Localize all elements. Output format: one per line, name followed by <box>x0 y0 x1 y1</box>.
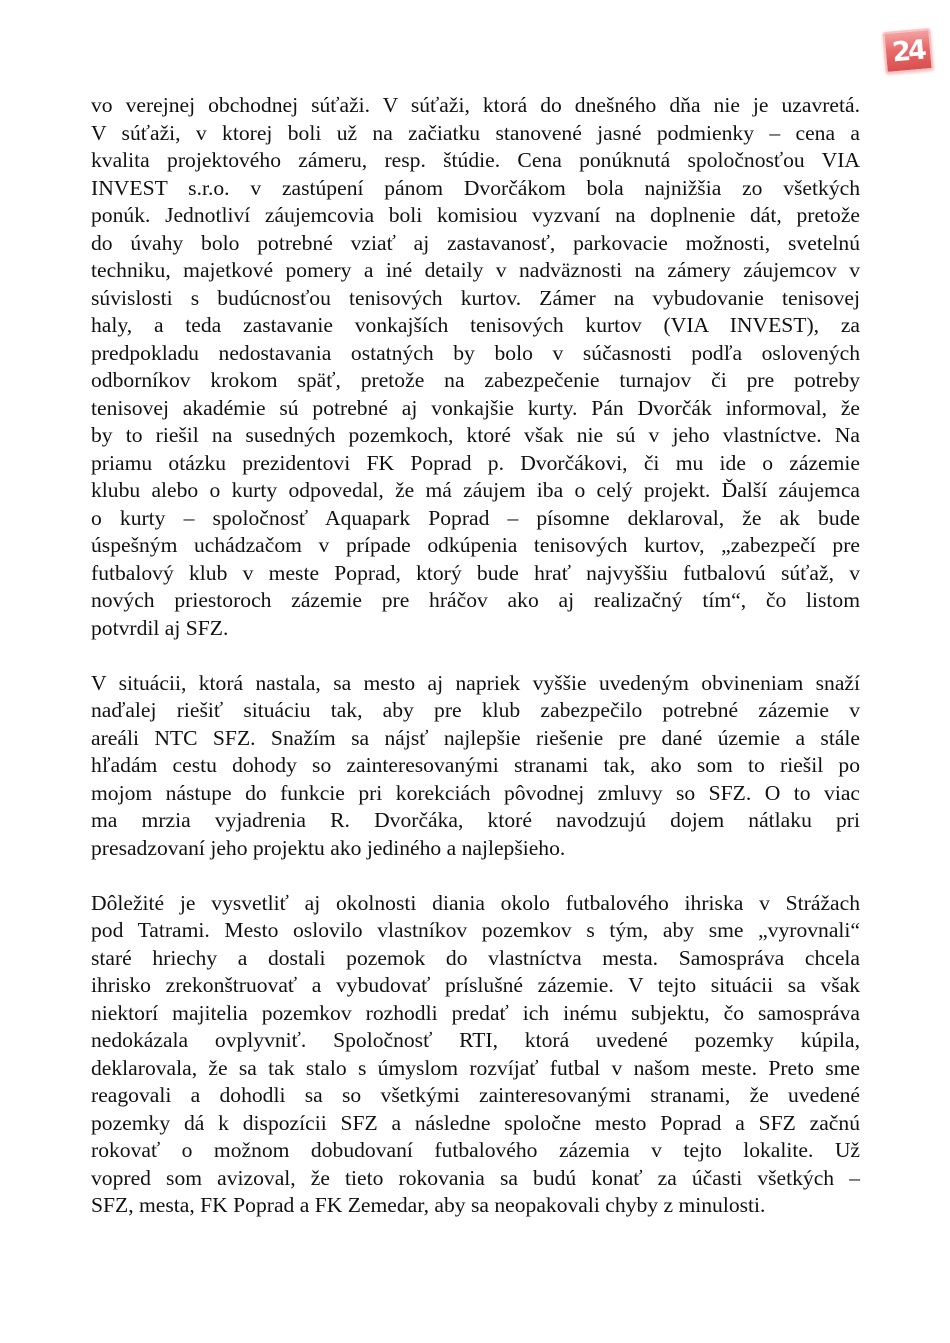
text-line: vopred som avizoval, že tieto rokovania sa budú konať za účasti všetkých – <box>91 1165 860 1190</box>
text-line: priamu otázku prezidentovi FK Poprad p. Dvorčákovi, či mu ide o zázemie <box>91 450 860 475</box>
text-line: INVEST s.r.o. v zastúpení pánom Dvorčákom bola najnižšia zo všetkých <box>91 175 860 200</box>
text-line: reagovali a dohodli sa so všetkými zainteresovanými stranami, že uvedené <box>91 1083 860 1107</box>
text-line: ponúk. Jednotliví záujemcovia boli komisiou vyzvaní na doplnenie dát, pretože <box>91 203 860 227</box>
paragraph-2 <box>91 670 860 863</box>
text-line: V situácii, ktorá nastala, sa mesto aj napriek vyššie uvedeným obvineniam snaží <box>91 670 860 695</box>
text-line: V súťaži, v ktorej boli už na začiatku stanovené jasné podmienky – cena a <box>91 120 860 145</box>
text-line: niektorí majitelia pozemkov rozhodli predať ich inému subjektu, čo samospráva <box>91 1000 860 1025</box>
text-line: potvrdil aj SFZ. <box>91 615 229 640</box>
text-line: haly, a teda zastavanie vonkajších tenisových kurtov (VIA INVEST), za <box>91 313 860 337</box>
paragraph-3 <box>91 890 860 1220</box>
paragraph-1 <box>91 92 860 642</box>
text-line: tenisovej akadémie sú potrebné aj vonkajšie kurty. Pán Dvorčák informoval, že <box>91 395 860 420</box>
site-logo-24-icon: 24 <box>882 28 933 74</box>
text-line: presadzovaní jeho projektu ako jediného a najlepšieho. <box>91 835 566 860</box>
text-line: areáli NTC SFZ. Snažím sa nájsť najlepšie riešenie pre dané územie a stále <box>91 725 860 750</box>
text-line: futbalový klub v meste Poprad, ktorý bude hrať najvyššiu futbalovú súťaž, v <box>91 560 860 585</box>
text-line: nových priestoroch zázemie pre hráčov ako aj realizačný tím“, čo listom <box>91 588 860 612</box>
text-line: mojom nástupe do funkcie pri korekciách pôvodnej zmluvy so SFZ. O to viac <box>91 780 860 805</box>
text-line: odborníkov krokom späť, pretože na zabezpečenie turnajov či pre potreby <box>91 368 860 392</box>
text-line: deklarovala, že sa tak stalo s úmyslom rozvíjať futbal v našom meste. Preto sme <box>91 1055 860 1080</box>
text-line: techniku, majetkové pomery a iné detaily v nadväznosti na zámery záujemcov v <box>91 258 860 282</box>
text-line: ma mrzia vyjadrenia R. Dvorčáka, ktoré navodzujú dojem nátlaku pri <box>91 808 860 832</box>
text-line: naďalej riešiť situáciu tak, aby pre klub zabezpečilo potrebné zázemie v <box>91 698 860 722</box>
text-line: do úvahy bolo potrebné vziať aj zastavanosť, parkovacie možnosti, svetelnú <box>91 230 860 255</box>
text-line: by to riešil na susedných pozemkoch, ktoré však nie sú v jeho vlastníctve. Na <box>91 423 860 447</box>
text-line: predpokladu nedostavania ostatných by bolo v súčasnosti podľa oslovených <box>91 340 860 365</box>
text-line: Dôležité je vysvetliť aj okolnosti diania okolo futbalového ihriska v Strážach <box>91 890 860 915</box>
text-line: hľadám cestu dohody so zainteresovanými stranami tak, ako som to riešil po <box>91 753 860 777</box>
text-line: pod Tatrami. Mesto oslovilo vlastníkov pozemkov s tým, aby sme „vyrovnali“ <box>91 918 860 942</box>
document-body <box>91 92 860 1247</box>
text-line: SFZ, mesta, FK Poprad a FK Zemedar, aby sa neopakovali chyby z minulosti. <box>91 1193 766 1217</box>
text-line: o kurty – spoločnosť Aquapark Poprad – písomne deklaroval, že ak bude <box>91 505 860 530</box>
text-line: úspešným uchádzačom v prípade odkúpenia tenisových kurtov, „zabezpečí pre <box>91 533 860 557</box>
text-line: ihrisko zrekonštruovať a vybudovať príslušné zázemie. V tejto situácii sa však <box>91 973 860 997</box>
text-line: súvislosti s budúcnosťou tenisových kurtov. Zámer na vybudovanie tenisovej <box>91 285 860 310</box>
text-line: pozemky dá k dispozícii SFZ a následne spoločne mesto Poprad a SFZ začnú <box>91 1110 860 1135</box>
text-line: staré hriechy a dostali pozemok do vlastníctva mesta. Samospráva chcela <box>91 945 860 970</box>
text-line: vo verejnej obchodnej súťaži. V súťaži, ktorá do dnešného dňa nie je uzavretá. <box>91 93 860 117</box>
text-line: nedokázala ovplyvniť. Spoločnosť RTI, ktorá uvedené pozemky kúpila, <box>91 1028 860 1052</box>
text-line: rokovať o možnom dobudovaní futbalového zázemia v tejto lokalite. Už <box>91 1138 860 1162</box>
text-line: kvalita projektového zámeru, resp. štúdie. Cena ponúknutá spoločnosťou VIA <box>91 148 860 172</box>
text-line: klubu alebo o kurty odpovedal, že má záujem iba o celý projekt. Ďalší záujemca <box>91 478 860 502</box>
